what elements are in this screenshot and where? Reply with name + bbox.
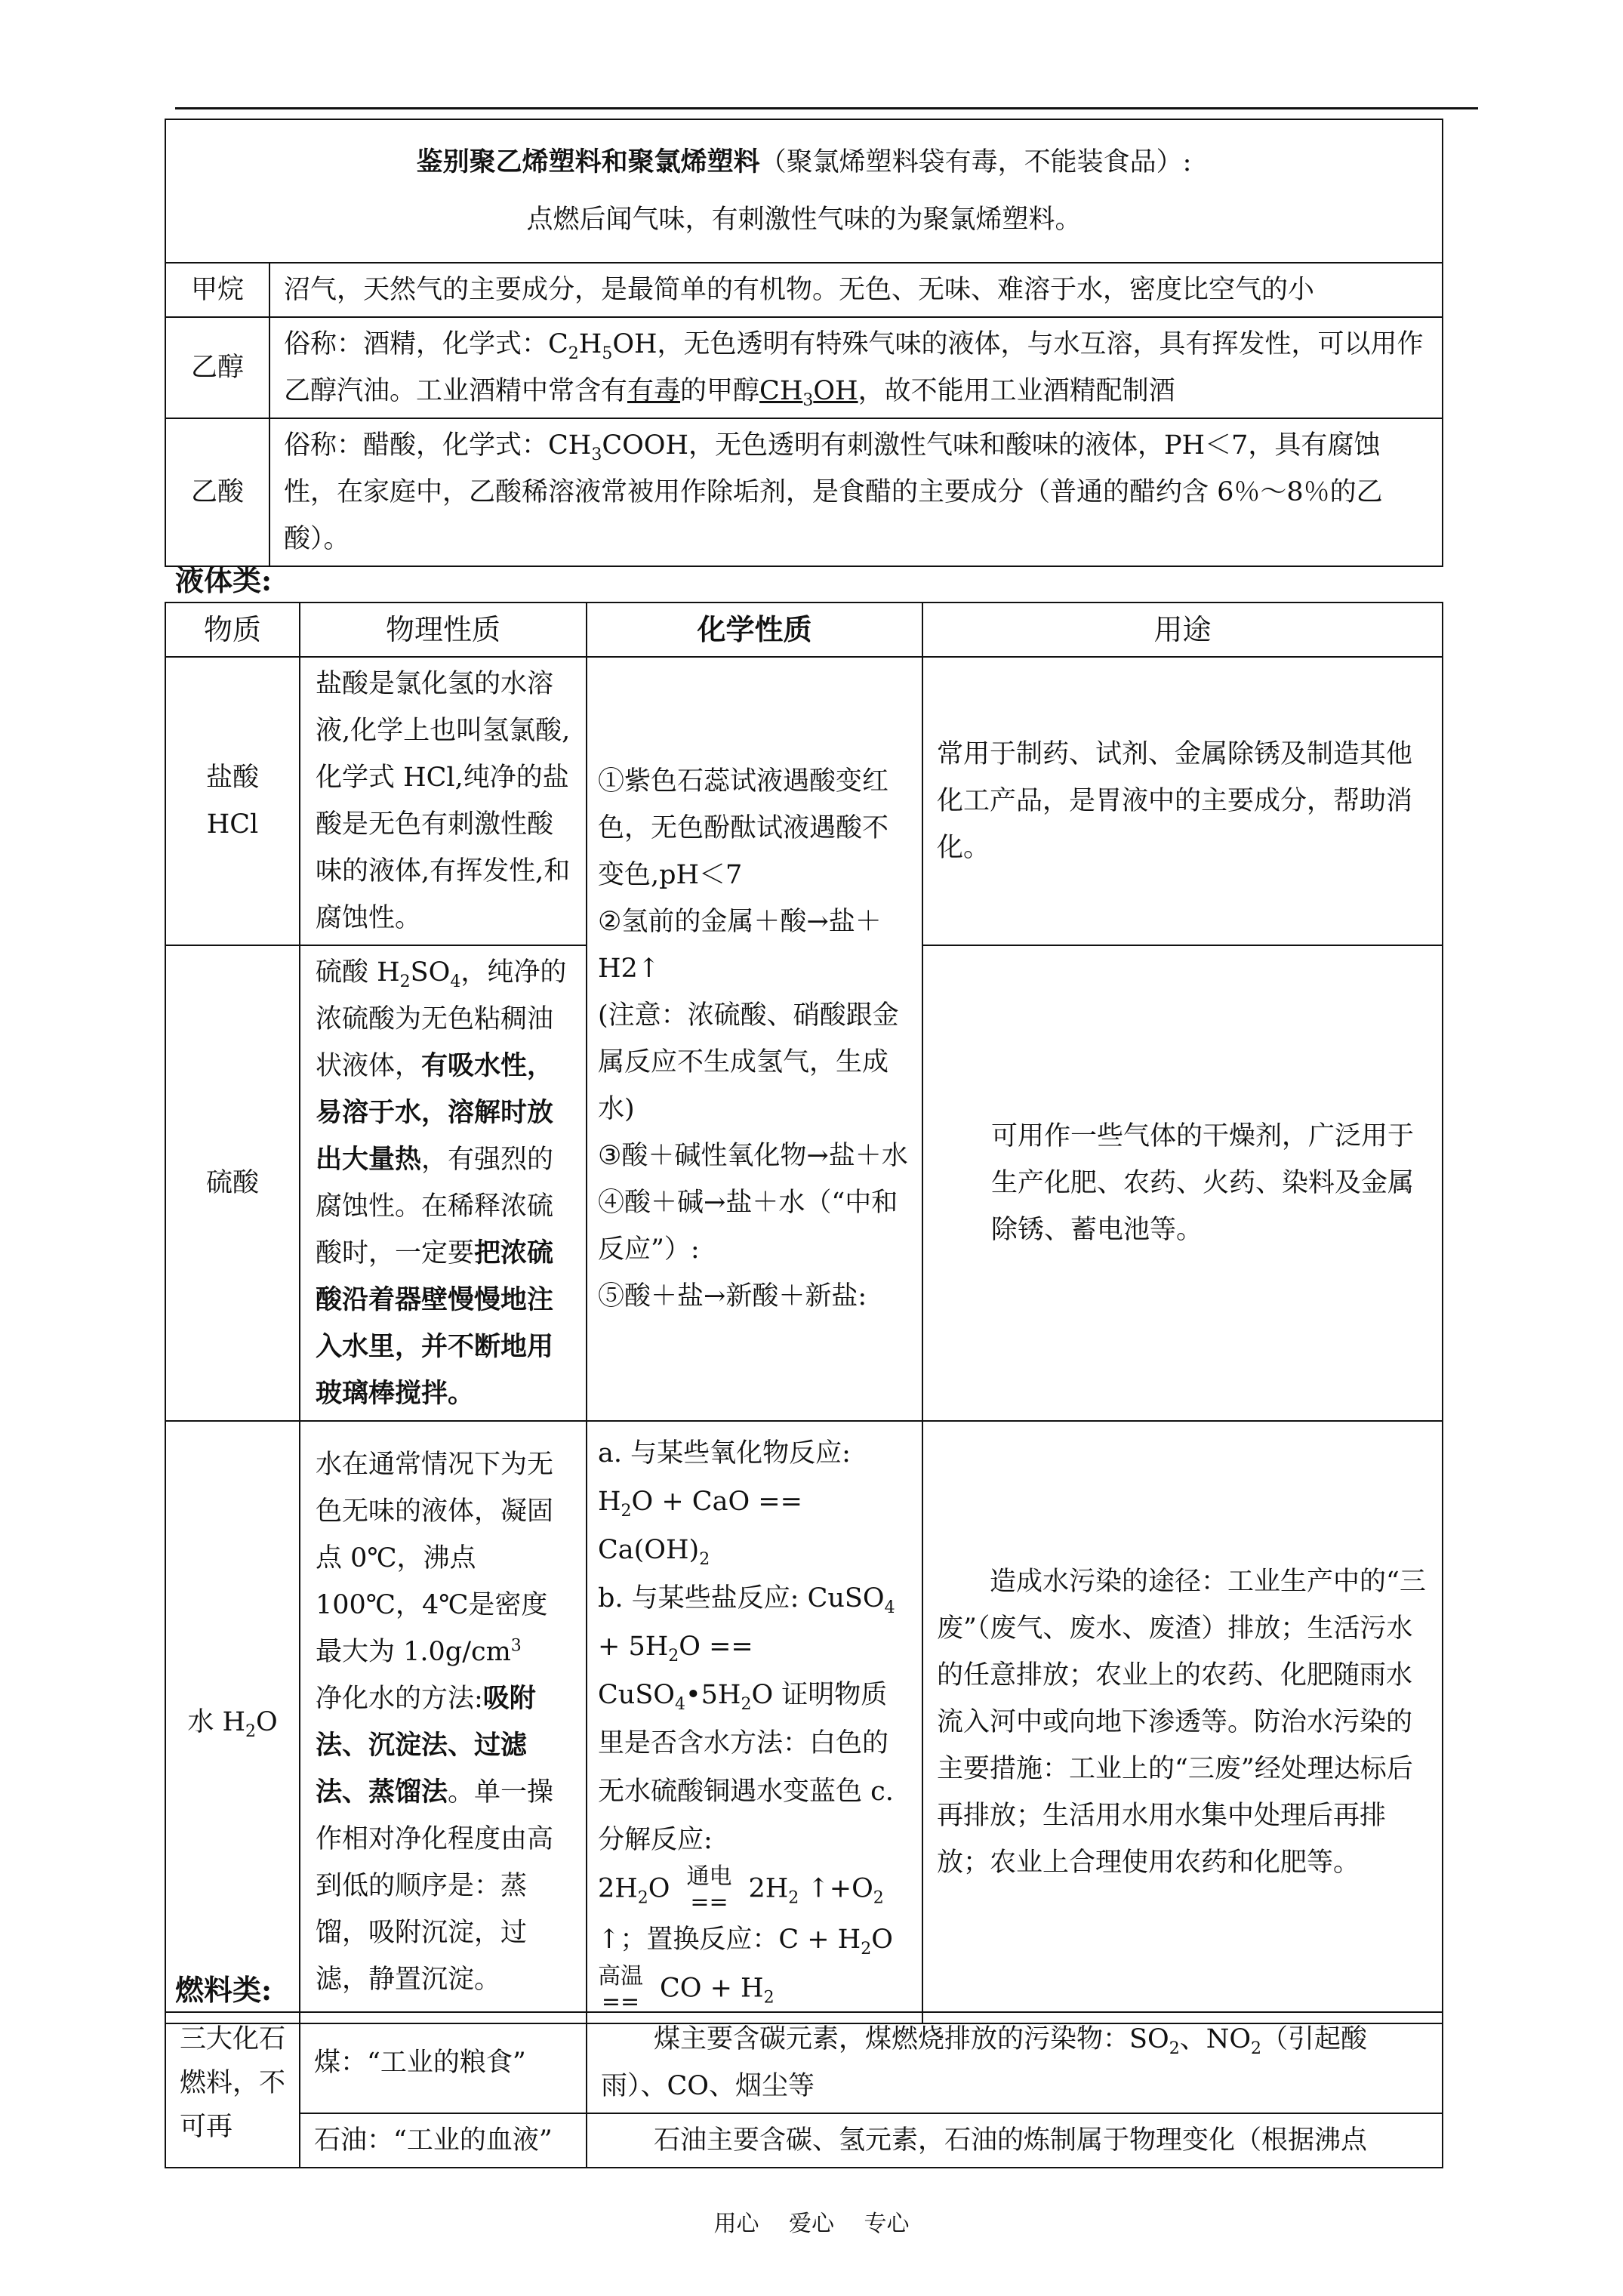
organic-table xyxy=(165,119,1443,567)
fossil-fuel-group: 三大化石燃料，不可再 xyxy=(165,2012,300,2168)
water-use: 造成水污染的途径：工业生产中的“三废”（废气、废水、废渣）排放；生活污水的任意排放；农业上的农药、化肥随雨水流入河中或向地下渗透等。防治水污染的主要措施：工业上的“三废”经处理达标后再排放；生活用水用水集中处理后再排放；农业上合理使用农药和化肥等。 xyxy=(922,1421,1443,2023)
h2so4-use: 可用作一些气体的干燥剂，广泛用于生产化肥、农药、火药、染料及金属除锈、蓄电池等。 xyxy=(922,945,1443,1421)
identify-plastics-cell xyxy=(165,119,1443,263)
page-footer: 用心 爱心 专心 xyxy=(713,2211,910,2237)
identify-plastics-note: （聚氯烯塑料袋有毒，不能装食品）: xyxy=(759,147,1192,177)
acetic-acid-desc: 俗称：醋酸，化学式：$CH_3COOH$，无色透明有刺激性气味和酸味的液体，PH＜7，具有腐蚀性，在家庭中，乙酸稀溶液常被用作除垢剂，是食醋的主要成分（普通的醋约含 6％～8％的乙酸）。 xyxy=(269,418,1443,566)
hcl-use: 常用于制药、试剂、金属除锈及制造其他化工产品，是胃液中的主要成分，帮助消化。 xyxy=(922,657,1443,945)
h2so4-physical: 硫酸 $H_2SO_4$，纯净的浓硫酸为无色粘稠油状液体，有吸水性，易溶于水，溶解时放出大量热，有强烈的腐蚀性。在稀释浓硫酸时，一定要把浓硫酸沿着器壁慢慢地注入水里，并不断地用玻璃棒搅拌。 xyxy=(300,945,587,1421)
oil-desc: 石油主要含碳、氢元素，石油的炼制属于物理变化（根据沸点 xyxy=(587,2113,1443,2168)
water-name: 水 $H_2O$ xyxy=(165,1421,300,2023)
h2so4-name: 硫酸 xyxy=(165,945,300,1421)
ethanol-name: 乙醇 xyxy=(165,317,269,418)
methane-desc: 沼气，天然气的主要成分，是最简单的有机物。无色、无味、难溶于水，密度比空气的小 xyxy=(269,263,1443,317)
oil-name: 石油：“工业的血液” xyxy=(300,2113,587,2168)
hcl-name: 盐酸 HCl xyxy=(165,657,300,945)
condition-high-temp: 高温 == xyxy=(598,1963,643,2015)
water-chemical: a. 与某些氧化物反应: $H_2O$ + CaO == $Ca(OH)_2$ b. 与某些盐反应: CuSO$_4$ + $5H_2O$ == $CuSO_4•5H_2O$ 证明物质里是否含水方法：白色的无水硫酸铜遇水变蓝色 c. 分解反应: $2H_2O$ 通电 == $2H_2$ $↑+O_2$ ↑；置换反应：$C + H_2O$ 高温 == CO + $H_2$ xyxy=(587,1421,922,2023)
identify-plastics-method: 点燃后闻气味，有刺激性气味的为聚氯烯塑料。 xyxy=(526,205,1082,235)
col-header-use: 用途 xyxy=(922,603,1443,657)
identify-plastics-title: 鉴别聚乙烯塑料和聚氯烯塑料 xyxy=(416,146,760,177)
condition-electrolysis: 通电 == xyxy=(686,1863,732,1915)
liquid-table xyxy=(165,602,1443,2024)
section-liquid: 液体类: xyxy=(175,563,273,597)
acid-chemical: ①紫色石蕊试液遇酸变红色，无色酚酞试液遇酸不变色,pH＜7 ②氢前的金属＋酸→盐＋H2↑ (注意：浓硫酸、硝酸跟金属反应不生成氢气，生成水) ③酸＋碱性氧化物→盐＋水 ④酸＋碱→盐＋水（“中和反应”）: ⑤酸＋盐→新酸＋新盐: xyxy=(587,657,922,1421)
methane-name: 甲烷 xyxy=(165,263,269,317)
section-fuel: 燃料类: xyxy=(175,1973,273,2007)
coal-desc: 煤主要含碳元素，煤燃烧排放的污染物：$SO_2$、$NO_2$（引起酸雨）、CO、烟尘等 xyxy=(587,2012,1443,2113)
acetic-acid-name: 乙酸 xyxy=(165,418,269,566)
fuel-table xyxy=(165,2011,1443,2168)
top-rule xyxy=(175,107,1478,109)
col-header-chemical: 化学性质 xyxy=(587,603,922,657)
col-header-physical: 物理性质 xyxy=(300,603,587,657)
water-physical: 水在通常情况下为无色无味的液体，凝固点 0℃，沸点 100℃，4℃是密度最大为 $1.0g/cm^3$ 净化水的方法:吸附法、沉淀法、过滤法、蒸馏法。单一操作相对净化程度由高到低的顺序是：蒸馏，吸附沉淀，过滤，静置沉淀。 xyxy=(300,1421,587,2023)
ethanol-desc: 俗称：酒精，化学式：$C_2H_5OH$，无色透明有特殊气味的液体，与水互溶，具有挥发性，可以用作乙醇汽油。工业酒精中常含有有毒的甲醇$CH_3OH$，故不能用工业酒精配制酒 xyxy=(269,317,1443,418)
hcl-physical: 盐酸是氯化氢的水溶液,化学上也叫氢氯酸,化学式 HCl,纯净的盐酸是无色有刺激性酸味的液体,有挥发性,和腐蚀性。 xyxy=(300,657,587,945)
coal-name: 煤：“工业的粮食” xyxy=(300,2012,587,2113)
col-header-substance: 物质 xyxy=(165,603,300,657)
